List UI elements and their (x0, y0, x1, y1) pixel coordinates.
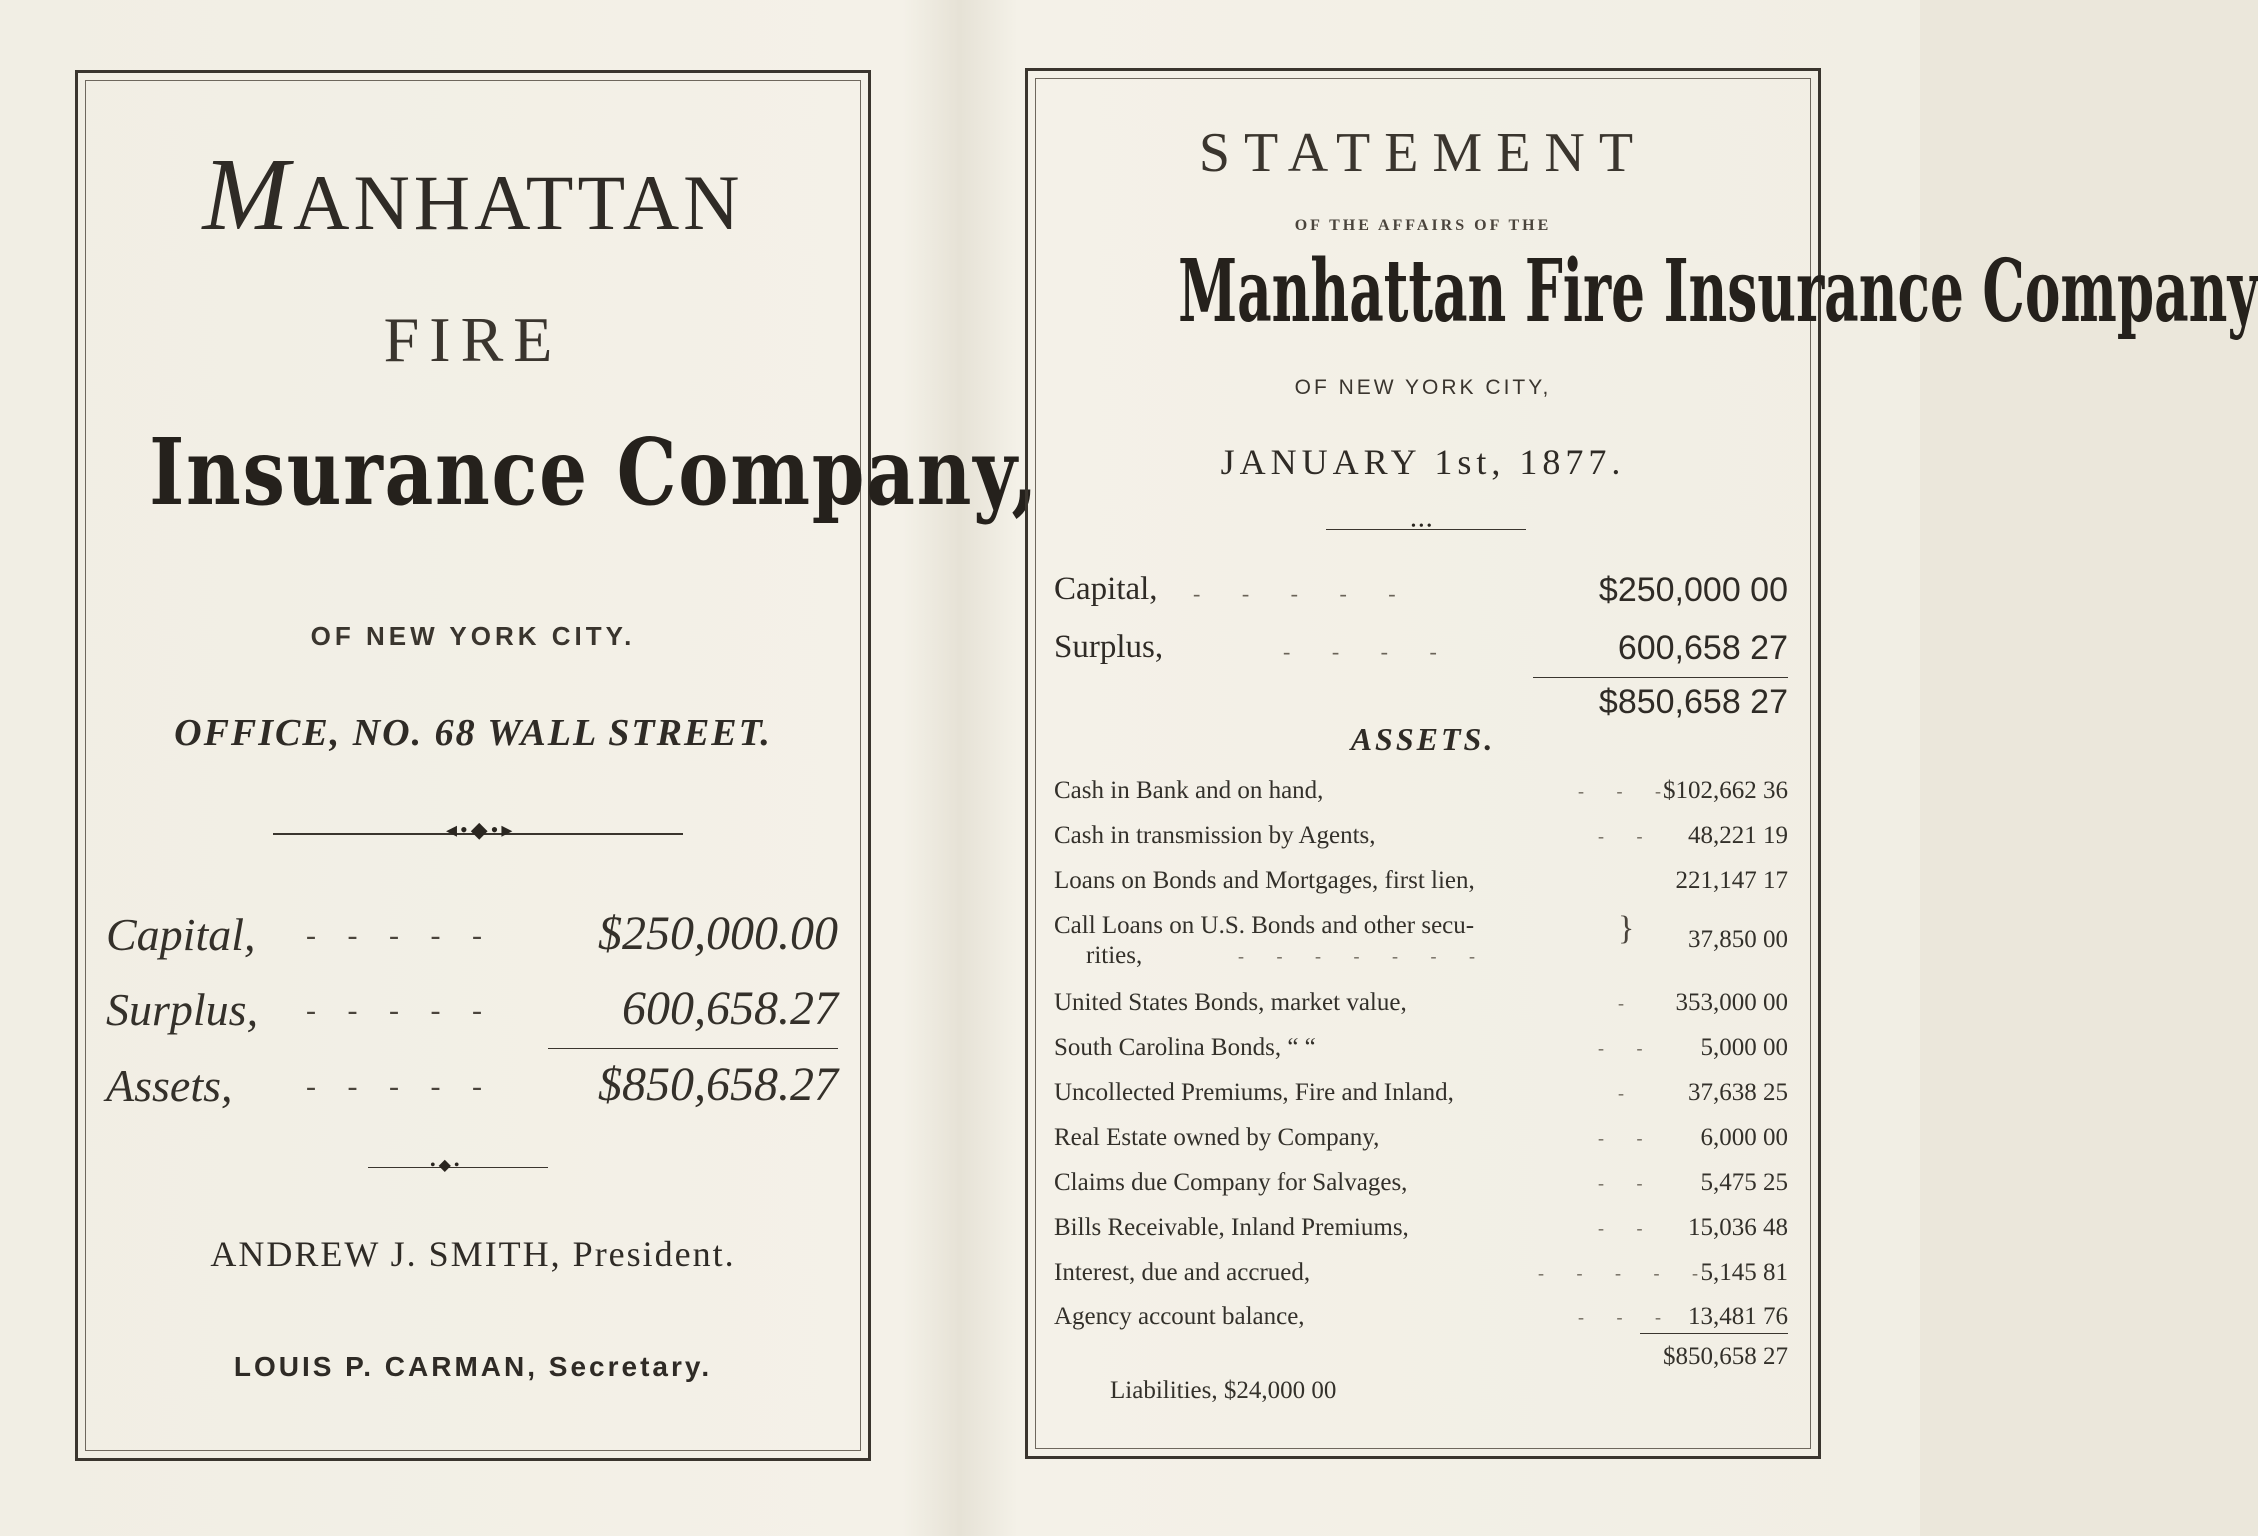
asset-row-label-continued: rities, (1086, 942, 1143, 969)
president-line: ANDREW J. SMITH, President. (210, 1234, 736, 1274)
asset-row-value: 353,000 00 (1675, 989, 1788, 1016)
left-sum-rule (548, 1048, 838, 1049)
left-city: OF NEW YORK CITY. (310, 621, 636, 651)
ornament-flourish: ◂•◆•▸ (446, 817, 516, 842)
asset-row-label: Claims due Company for Salvages, (1054, 1169, 1408, 1196)
asset-row-value: $102,662 36 (1663, 777, 1788, 804)
asset-row-label: Cash in Bank and on hand, (1054, 777, 1324, 804)
asset-row-dashes: - (1618, 1083, 1638, 1103)
asset-row-value: 5,000 00 (1700, 1034, 1788, 1061)
assets-sum-rule (1640, 1333, 1788, 1334)
asset-row-label: Cash in transmission by Agents, (1054, 822, 1376, 849)
asset-row-brace: } (1618, 910, 1635, 947)
left-title-rest: ANHATTAN (293, 159, 744, 246)
statement-title: STATEMENT (1198, 122, 1648, 184)
right-surplus-dashes: - - - - (1283, 639, 1455, 664)
statement-date: JANUARY 1st, 1877. (1220, 442, 1626, 482)
right-panel (1025, 68, 2258, 1459)
right-sum-rule (1533, 677, 1788, 678)
assets-heading: ASSETS. (1350, 721, 1496, 757)
left-capital-label: Capital, (106, 909, 256, 960)
asset-row-dashes: - - (1598, 1218, 1657, 1238)
assets-total-value: $850,658 27 (1663, 1343, 1788, 1370)
left-title-initial: M (202, 137, 294, 252)
asset-row-dashes: - - (1598, 1038, 1657, 1058)
small-divider-dots: •◆• (430, 1157, 463, 1174)
asset-row-value: 37,638 25 (1688, 1079, 1788, 1106)
asset-row-label: Agency account balance, (1054, 1303, 1305, 1330)
asset-row-label: Bills Receivable, Inland Premiums, (1054, 1214, 1409, 1241)
secretary-line: LOUIS P. CARMAN, Secretary. (233, 1351, 713, 1382)
right-surplus-label: Surplus, (1054, 629, 1164, 665)
asset-row-dashes: - - (1598, 1128, 1657, 1148)
company-name-blackletter: Manhattan Fire Insurance Company (1178, 241, 2258, 342)
asset-row-label: United States Bonds, market value, (1054, 989, 1407, 1016)
right-capital-dashes: - - - - - (1193, 581, 1414, 606)
left-office-address: OFFICE, NO. 68 WALL STREET. (174, 712, 772, 754)
asset-row-dashes: - - (1598, 826, 1657, 846)
asset-row-dashes: - - - (1578, 781, 1675, 801)
left-title-insurance-company: Insurance Company, (149, 418, 1040, 526)
right-total-value: $850,658 27 (1598, 683, 1788, 721)
asset-row-label: Real Estate owned by Company, (1054, 1124, 1380, 1151)
asset-row-dashes: - - (1598, 1173, 1657, 1193)
asset-row-label: Interest, due and accrued, (1054, 1259, 1311, 1286)
asset-row-value: 37,850 00 (1688, 926, 1788, 953)
asset-row-dashes: - (1618, 993, 1638, 1013)
left-surplus-label: Surplus, (106, 984, 259, 1035)
right-city: OF NEW YORK CITY, (1294, 376, 1552, 399)
asset-row-value: 5,145 81 (1700, 1259, 1788, 1286)
asset-row-value: 6,000 00 (1700, 1124, 1788, 1151)
left-assets-value: $850,658.27 (598, 1058, 838, 1111)
left-capital-dashes: - - - - - (306, 919, 494, 952)
left-capital-value: $250,000.00 (598, 907, 838, 960)
left-assets-label: Assets, (106, 1060, 233, 1111)
left-panel (75, 70, 1040, 1461)
asset-row-value: 5,475 25 (1700, 1169, 1788, 1196)
left-surplus-value: 600,658.27 (622, 982, 838, 1035)
asset-row-dashes: - - - - - (1538, 1263, 1712, 1283)
right-surplus-value: 600,658 27 (1617, 629, 1788, 667)
left-title-manhattan (78, 135, 868, 254)
asset-row-label: Uncollected Premiums, Fire and Inland, (1054, 1079, 1454, 1106)
asset-row-value: 221,147 17 (1675, 867, 1788, 894)
asset-row-label: Loans on Bonds and Mortgages, first lien, (1054, 867, 1475, 894)
left-assets-dashes: - - - - - (306, 1070, 494, 1103)
asset-row-label: Call Loans on U.S. Bonds and other secu- (1054, 912, 1475, 939)
right-divider-dots: ••• (1411, 519, 1435, 534)
right-capital-value: $250,000 00 (1598, 571, 1788, 609)
asset-row-dashes: - - - (1578, 1307, 1675, 1327)
asset-row-value: 13,481 76 (1688, 1303, 1788, 1330)
asset-row-dashes: - - - - - - - (1238, 946, 1489, 966)
statement-subtitle: OF THE AFFAIRS OF THE (1294, 217, 1552, 234)
left-title-fire: FIRE (383, 304, 563, 375)
liabilities-line: Liabilities, $24,000 00 (1110, 1377, 1337, 1404)
right-capital-label: Capital, (1054, 571, 1158, 607)
asset-row-label: South Carolina Bonds, “ “ (1054, 1034, 1316, 1061)
asset-row-value: 48,221 19 (1688, 822, 1788, 849)
left-surplus-dashes: - - - - - (306, 994, 494, 1027)
asset-row-value: 15,036 48 (1688, 1214, 1788, 1241)
